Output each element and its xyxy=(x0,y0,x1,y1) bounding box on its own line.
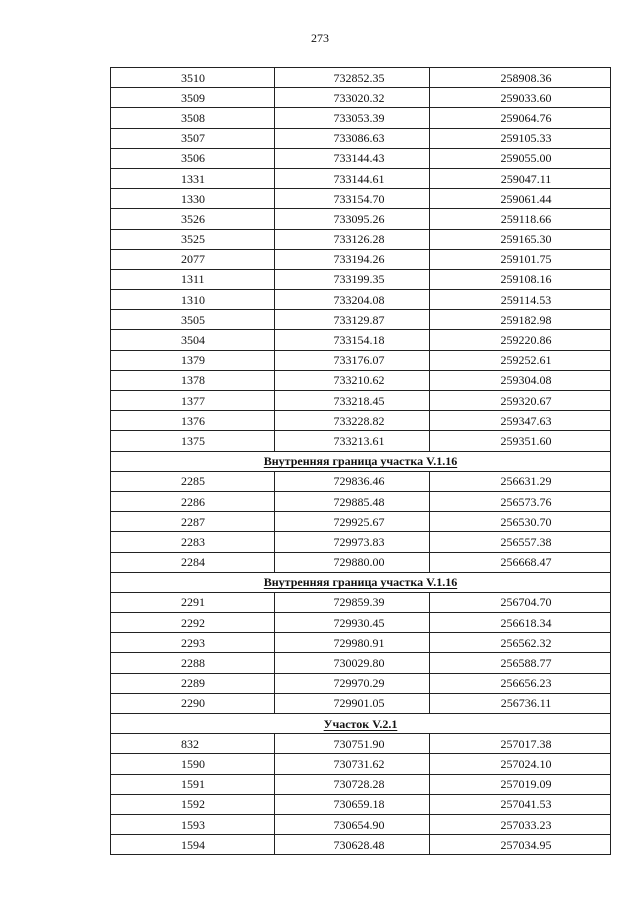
table-row xyxy=(111,310,611,330)
y-coordinate-cell: 256573.76 xyxy=(430,491,611,511)
point-number-cell: 1379 xyxy=(111,350,275,370)
table-row xyxy=(111,471,611,491)
table-row xyxy=(111,148,611,168)
table-row xyxy=(111,613,611,633)
x-coordinate-cell: 733218.45 xyxy=(275,391,430,411)
table-row xyxy=(111,794,611,814)
table-row xyxy=(111,835,611,855)
point-number-cell: 3525 xyxy=(111,229,275,249)
y-coordinate-cell: 259108.16 xyxy=(430,269,611,289)
table-row xyxy=(111,633,611,653)
x-coordinate-cell: 733204.08 xyxy=(275,290,430,310)
point-number-cell: 2285 xyxy=(111,471,275,491)
point-number-cell: 1311 xyxy=(111,269,275,289)
table-row xyxy=(111,168,611,188)
y-coordinate-cell: 259304.08 xyxy=(430,370,611,390)
table-row xyxy=(111,512,611,532)
table-row xyxy=(111,370,611,390)
y-coordinate-cell: 259220.86 xyxy=(430,330,611,350)
y-coordinate-cell: 256631.29 xyxy=(430,471,611,491)
table-row xyxy=(111,249,611,269)
section-heading-row xyxy=(111,714,611,734)
table-row xyxy=(111,754,611,774)
point-number-cell: 3509 xyxy=(111,88,275,108)
y-coordinate-cell: 257019.09 xyxy=(430,774,611,794)
point-number-cell: 3505 xyxy=(111,310,275,330)
table-row xyxy=(111,411,611,431)
x-coordinate-cell: 733126.28 xyxy=(275,229,430,249)
table-row xyxy=(111,128,611,148)
y-coordinate-cell: 259061.44 xyxy=(430,189,611,209)
point-number-cell: 2077 xyxy=(111,249,275,269)
x-coordinate-cell: 733213.61 xyxy=(275,431,430,451)
table-row xyxy=(111,391,611,411)
section-heading-cell xyxy=(111,714,611,734)
point-number-cell: 1593 xyxy=(111,814,275,834)
x-coordinate-cell: 733095.26 xyxy=(275,209,430,229)
point-number-cell: 3510 xyxy=(111,68,275,88)
section-heading-row xyxy=(111,572,611,592)
point-number-cell: 2286 xyxy=(111,491,275,511)
table-row xyxy=(111,814,611,834)
x-coordinate-cell: 730654.90 xyxy=(275,814,430,834)
y-coordinate-cell: 259114.53 xyxy=(430,290,611,310)
y-coordinate-cell: 256557.38 xyxy=(430,532,611,552)
y-coordinate-cell: 256704.70 xyxy=(430,592,611,612)
y-coordinate-cell: 257024.10 xyxy=(430,754,611,774)
point-number-cell: 1330 xyxy=(111,189,275,209)
y-coordinate-cell: 259165.30 xyxy=(430,229,611,249)
y-coordinate-cell: 259118.66 xyxy=(430,209,611,229)
table-row xyxy=(111,290,611,310)
y-coordinate-cell: 259055.00 xyxy=(430,148,611,168)
point-number-cell: 3506 xyxy=(111,148,275,168)
point-number-cell: 2283 xyxy=(111,532,275,552)
table-row xyxy=(111,88,611,108)
x-coordinate-cell: 733210.62 xyxy=(275,370,430,390)
table-row xyxy=(111,552,611,572)
point-number-cell: 2287 xyxy=(111,512,275,532)
table-row xyxy=(111,68,611,88)
point-number-cell: 2289 xyxy=(111,673,275,693)
table-row xyxy=(111,189,611,209)
y-coordinate-cell: 259101.75 xyxy=(430,249,611,269)
x-coordinate-cell: 729970.29 xyxy=(275,673,430,693)
point-number-cell: 1376 xyxy=(111,411,275,431)
point-number-cell: 1331 xyxy=(111,168,275,188)
y-coordinate-cell: 257033.23 xyxy=(430,814,611,834)
coordinates-table-body xyxy=(111,68,611,855)
point-number-cell: 1378 xyxy=(111,370,275,390)
y-coordinate-cell: 259064.76 xyxy=(430,108,611,128)
y-coordinate-cell: 256656.23 xyxy=(430,673,611,693)
table-row xyxy=(111,209,611,229)
y-coordinate-cell: 256530.70 xyxy=(430,512,611,532)
x-coordinate-cell: 733086.63 xyxy=(275,128,430,148)
point-number-cell: 832 xyxy=(111,734,275,754)
y-coordinate-cell: 259033.60 xyxy=(430,88,611,108)
x-coordinate-cell: 733144.61 xyxy=(275,168,430,188)
table-row xyxy=(111,734,611,754)
x-coordinate-cell: 732852.35 xyxy=(275,68,430,88)
x-coordinate-cell: 733154.18 xyxy=(275,330,430,350)
y-coordinate-cell: 258908.36 xyxy=(430,68,611,88)
x-coordinate-cell: 729880.00 xyxy=(275,552,430,572)
y-coordinate-cell: 256562.32 xyxy=(430,633,611,653)
x-coordinate-cell: 729836.46 xyxy=(275,471,430,491)
point-number-cell: 2288 xyxy=(111,653,275,673)
x-coordinate-cell: 729901.05 xyxy=(275,693,430,713)
x-coordinate-cell: 733129.87 xyxy=(275,310,430,330)
x-coordinate-cell: 729930.45 xyxy=(275,613,430,633)
x-coordinate-cell: 733020.32 xyxy=(275,88,430,108)
y-coordinate-cell: 259105.33 xyxy=(430,128,611,148)
table-row xyxy=(111,491,611,511)
point-number-cell: 1591 xyxy=(111,774,275,794)
y-coordinate-cell: 257041.53 xyxy=(430,794,611,814)
point-number-cell: 2291 xyxy=(111,592,275,612)
table-row xyxy=(111,330,611,350)
y-coordinate-cell: 256668.47 xyxy=(430,552,611,572)
table-row xyxy=(111,532,611,552)
x-coordinate-cell: 729973.83 xyxy=(275,532,430,552)
x-coordinate-cell: 729925.67 xyxy=(275,512,430,532)
x-coordinate-cell: 730731.62 xyxy=(275,754,430,774)
section-heading-cell xyxy=(111,451,611,471)
x-coordinate-cell: 733144.43 xyxy=(275,148,430,168)
point-number-cell: 3526 xyxy=(111,209,275,229)
section-heading-cell xyxy=(111,572,611,592)
y-coordinate-cell: 259351.60 xyxy=(430,431,611,451)
table-row xyxy=(111,774,611,794)
y-coordinate-cell: 259320.67 xyxy=(430,391,611,411)
point-number-cell: 1377 xyxy=(111,391,275,411)
table-row xyxy=(111,693,611,713)
x-coordinate-cell: 730628.48 xyxy=(275,835,430,855)
table-row xyxy=(111,269,611,289)
table-row xyxy=(111,229,611,249)
table-row xyxy=(111,108,611,128)
x-coordinate-cell: 733228.82 xyxy=(275,411,430,431)
x-coordinate-cell: 729859.39 xyxy=(275,592,430,612)
x-coordinate-cell: 730751.90 xyxy=(275,734,430,754)
y-coordinate-cell: 256588.77 xyxy=(430,653,611,673)
x-coordinate-cell: 733154.70 xyxy=(275,189,430,209)
x-coordinate-cell: 730728.28 xyxy=(275,774,430,794)
y-coordinate-cell: 257034.95 xyxy=(430,835,611,855)
y-coordinate-cell: 256736.11 xyxy=(430,693,611,713)
point-number-cell: 1592 xyxy=(111,794,275,814)
point-number-cell: 1375 xyxy=(111,431,275,451)
point-number-cell: 3507 xyxy=(111,128,275,148)
section-heading: Внутренняя граница участка V.1.16 xyxy=(263,454,458,469)
x-coordinate-cell: 733176.07 xyxy=(275,350,430,370)
y-coordinate-cell: 259347.63 xyxy=(430,411,611,431)
y-coordinate-cell: 259047.11 xyxy=(430,168,611,188)
point-number-cell: 1594 xyxy=(111,835,275,855)
table-row xyxy=(111,592,611,612)
table-row xyxy=(111,673,611,693)
point-number-cell: 1310 xyxy=(111,290,275,310)
point-number-cell: 2290 xyxy=(111,693,275,713)
x-coordinate-cell: 733199.35 xyxy=(275,269,430,289)
point-number-cell: 2284 xyxy=(111,552,275,572)
y-coordinate-cell: 259252.61 xyxy=(430,350,611,370)
coordinates-table xyxy=(110,67,611,855)
section-heading: Участок V.2.1 xyxy=(323,716,398,731)
point-number-cell: 3504 xyxy=(111,330,275,350)
y-coordinate-cell: 256618.34 xyxy=(430,613,611,633)
table-row xyxy=(111,653,611,673)
y-coordinate-cell: 257017.38 xyxy=(430,734,611,754)
table-row xyxy=(111,350,611,370)
page-number: 273 xyxy=(311,31,329,45)
y-coordinate-cell: 259182.98 xyxy=(430,310,611,330)
x-coordinate-cell: 730029.80 xyxy=(275,653,430,673)
x-coordinate-cell: 730659.18 xyxy=(275,794,430,814)
section-heading-row xyxy=(111,451,611,471)
section-heading: Внутренняя граница участка V.1.16 xyxy=(263,575,458,590)
point-number-cell: 3508 xyxy=(111,108,275,128)
x-coordinate-cell: 733053.39 xyxy=(275,108,430,128)
point-number-cell: 2293 xyxy=(111,633,275,653)
point-number-cell: 1590 xyxy=(111,754,275,774)
x-coordinate-cell: 729980.91 xyxy=(275,633,430,653)
x-coordinate-cell: 729885.48 xyxy=(275,491,430,511)
x-coordinate-cell: 733194.26 xyxy=(275,249,430,269)
point-number-cell: 2292 xyxy=(111,613,275,633)
table-row xyxy=(111,431,611,451)
